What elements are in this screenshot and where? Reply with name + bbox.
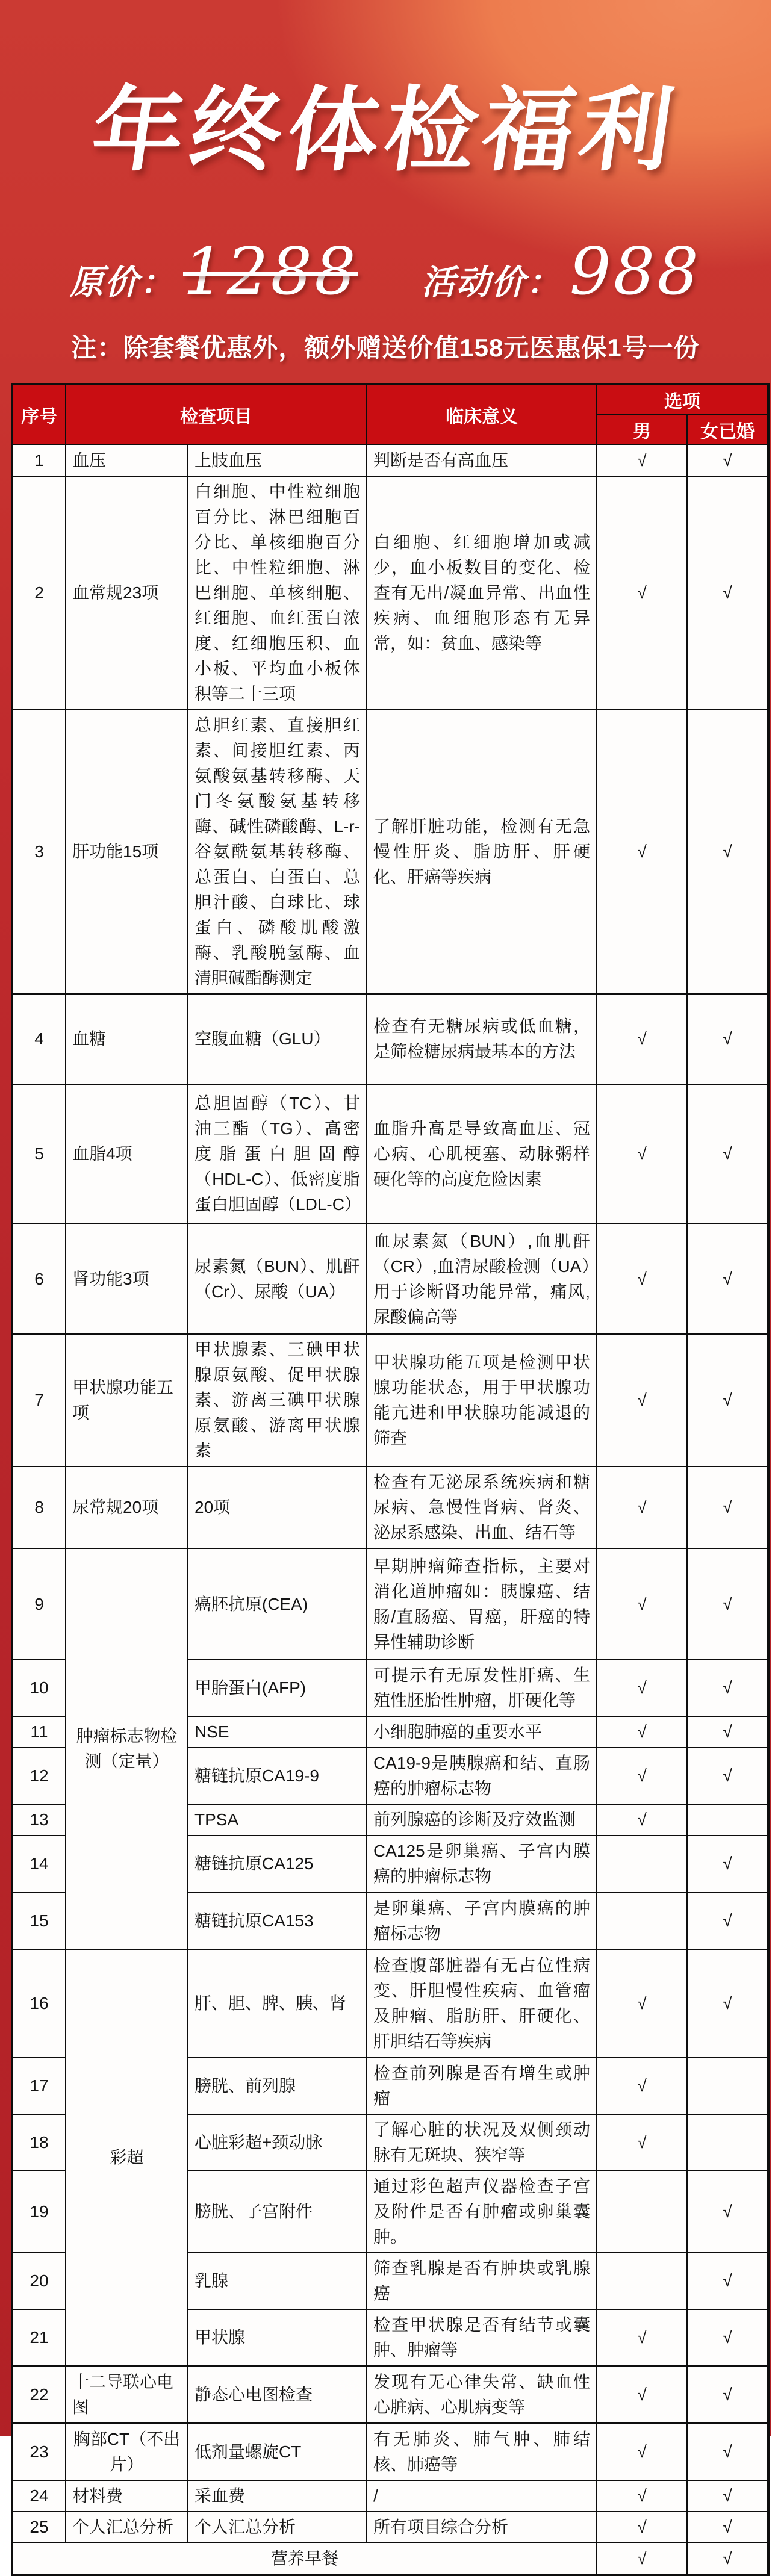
seq-cell: 16 bbox=[12, 1949, 66, 2058]
item-cell: 20项 bbox=[188, 1466, 367, 1548]
male-check-cell: √ bbox=[597, 1334, 687, 1466]
item-cell: 静态心电图检查 bbox=[188, 2366, 367, 2423]
seq-cell: 18 bbox=[12, 2114, 66, 2171]
male-check-cell: √ bbox=[597, 2366, 687, 2423]
item-cell: 癌胚抗原(CEA) bbox=[188, 1548, 367, 1660]
promo-price bbox=[421, 234, 701, 309]
item-cell: TPSA bbox=[188, 1804, 367, 1836]
seq-cell: 19 bbox=[12, 2171, 66, 2253]
female-check-cell: √ bbox=[687, 1716, 768, 1748]
seq-cell: 8 bbox=[12, 1466, 66, 1548]
item-cell: 糖链抗原CA19-9 bbox=[188, 1748, 367, 1804]
male-check-cell bbox=[597, 1836, 687, 1892]
meaning-cell: CA125是卵巢癌、子宫内膜癌的肿瘤标志物 bbox=[367, 1836, 597, 1892]
group-cell: 血糖 bbox=[66, 994, 188, 1084]
female-check-cell: √ bbox=[687, 1466, 768, 1548]
male-check-cell: √ bbox=[597, 2512, 687, 2543]
table-row bbox=[12, 1224, 768, 1334]
seq-cell: 20 bbox=[12, 2253, 66, 2309]
item-cell: 乳腺 bbox=[188, 2253, 367, 2309]
item-cell: NSE bbox=[188, 1716, 367, 1748]
header-meaning: 临床意义 bbox=[367, 384, 597, 445]
seq-cell: 15 bbox=[12, 1892, 66, 1949]
original-price bbox=[70, 234, 358, 309]
table-row bbox=[12, 1949, 768, 2058]
female-check-cell bbox=[687, 2114, 768, 2171]
male-check-cell: √ bbox=[597, 1466, 687, 1548]
male-check-cell: √ bbox=[597, 1949, 687, 2058]
male-check-cell: √ bbox=[597, 2058, 687, 2114]
item-cell: 甲状腺素、三碘甲状腺原氨酸、促甲状腺素、游离三碘甲状腺原氨酸、游离甲状腺素 bbox=[188, 1334, 367, 1466]
seq-cell: 5 bbox=[12, 1084, 66, 1224]
group-cell: 血脂4项 bbox=[66, 1084, 188, 1224]
group-cell: 肾功能3项 bbox=[66, 1224, 188, 1334]
female-check-cell: √ bbox=[687, 2423, 768, 2480]
male-check-cell: √ bbox=[597, 710, 687, 994]
meaning-cell: 所有项目综合分析 bbox=[367, 2512, 597, 2543]
seq-cell: 14 bbox=[12, 1836, 66, 1892]
breakfast-label: 营养早餐 bbox=[12, 2543, 597, 2575]
item-cell: 心脏彩超+颈动脉 bbox=[188, 2114, 367, 2171]
meaning-cell: 检查有无糖尿病或低血糖，是筛检糖尿病最基本的方法 bbox=[367, 994, 597, 1084]
meaning-cell: 白细胞、红细胞增加或减少，血小板数目的变化、检查有无出/凝血异常、出血性疾病、血细胞形态有无异常，如：贫血、感染等 bbox=[367, 476, 597, 710]
item-cell: 总胆固醇（TC）、甘油三酯（TG）、高密度脂蛋白胆固醇（HDL-C）、低密度脂蛋白胆固醇（LDL-C） bbox=[188, 1084, 367, 1224]
header-seq: 序号 bbox=[12, 384, 66, 445]
seq-cell: 6 bbox=[12, 1224, 66, 1334]
item-cell: 上肢血压 bbox=[188, 445, 367, 476]
meaning-cell: 检查前列腺是否有增生或肿瘤 bbox=[367, 2058, 597, 2114]
table-row bbox=[12, 2512, 768, 2543]
female-check-cell: √ bbox=[687, 2309, 768, 2366]
item-cell: 肝、胆、脾、胰、肾 bbox=[188, 1949, 367, 2058]
item-cell: 空腹血糖（GLU） bbox=[188, 994, 367, 1084]
meaning-cell: 了解心脏的状况及双侧颈动脉有无斑块、狭窄等 bbox=[367, 2114, 597, 2171]
group-cell: 血常规23项 bbox=[66, 476, 188, 710]
breakfast-female-check: √ bbox=[687, 2543, 768, 2575]
seq-cell: 11 bbox=[12, 1716, 66, 1748]
female-check-cell: √ bbox=[687, 1660, 768, 1716]
breakfast-male-check: √ bbox=[597, 2543, 687, 2575]
original-price-label: 原价： bbox=[70, 263, 175, 301]
meaning-cell: / bbox=[367, 2480, 597, 2512]
female-check-cell: √ bbox=[687, 2480, 768, 2512]
seq-cell: 12 bbox=[12, 1748, 66, 1804]
male-check-cell: √ bbox=[597, 1224, 687, 1334]
table-row bbox=[12, 2366, 768, 2423]
header-male: 男 bbox=[597, 415, 687, 445]
item-cell: 甲状腺 bbox=[188, 2309, 367, 2366]
gift-note: 注：除套餐优惠外，额外赠送价值158元医惠保1号一份 bbox=[71, 334, 700, 362]
item-cell: 尿素氮（BUN）、肌酐（Cr）、尿酸（UA） bbox=[188, 1224, 367, 1334]
group-cell: 肿瘤标志物检测（定量） bbox=[66, 1548, 188, 1949]
male-check-cell: √ bbox=[597, 2114, 687, 2171]
item-cell: 甲胎蛋白(AFP) bbox=[188, 1660, 367, 1716]
meaning-cell: 小细胞肺癌的重要水平 bbox=[367, 1716, 597, 1748]
header-row-1 bbox=[12, 384, 768, 415]
table-row bbox=[12, 445, 768, 476]
group-cell: 个人汇总分析 bbox=[66, 2512, 188, 2543]
seq-cell: 9 bbox=[12, 1548, 66, 1660]
male-check-cell bbox=[597, 2171, 687, 2253]
seq-cell: 7 bbox=[12, 1334, 66, 1466]
promo-price-label: 活动价： bbox=[421, 263, 561, 301]
item-cell: 个人汇总分析 bbox=[188, 2512, 367, 2543]
male-check-cell: √ bbox=[597, 1804, 687, 1836]
meaning-cell: CA19-9是胰腺癌和结、直肠癌的肿瘤标志物 bbox=[367, 1748, 597, 1804]
seq-cell: 4 bbox=[12, 994, 66, 1084]
header-options: 选项 bbox=[597, 384, 768, 415]
seq-cell: 10 bbox=[12, 1660, 66, 1716]
promo-price-value: 988 bbox=[569, 234, 701, 309]
breakfast-row bbox=[12, 2543, 768, 2575]
meaning-cell: 发现有无心律失常、缺血性心脏病、心肌病变等 bbox=[367, 2366, 597, 2423]
seq-cell: 25 bbox=[12, 2512, 66, 2543]
male-check-cell: √ bbox=[597, 994, 687, 1084]
female-check-cell: √ bbox=[687, 994, 768, 1084]
item-cell: 总胆红素、直接胆红素、间接胆红素、丙氨酸氨基转移酶、天门冬氨酸氨基转移酶、碱性磷酸酶、L-r-谷氨酰氨基转移酶、总蛋白、白蛋白、总胆汁酸、白球比、球蛋白、磷酸肌酸激酶、乳酸脱氢酶、血清胆碱酯酶测定 bbox=[188, 710, 367, 994]
item-cell: 白细胞、中性粒细胞百分比、淋巴细胞百分比、单核细胞百分比、中性粒细胞、淋巴细胞、单核细胞、红细胞、血红蛋白浓度、红细胞压积、血小板、平均血小板体积等二十三项 bbox=[188, 476, 367, 710]
female-check-cell bbox=[687, 2058, 768, 2114]
female-check-cell bbox=[687, 1804, 768, 1836]
item-cell: 膀胱、子宫附件 bbox=[188, 2171, 367, 2253]
meaning-cell: 检查甲状腺是否有结节或囊肿、肿瘤等 bbox=[367, 2309, 597, 2366]
female-check-cell: √ bbox=[687, 1836, 768, 1892]
male-check-cell: √ bbox=[597, 1084, 687, 1224]
female-check-cell: √ bbox=[687, 1224, 768, 1334]
male-check-cell: √ bbox=[597, 2423, 687, 2480]
female-check-cell: √ bbox=[687, 1892, 768, 1949]
item-cell: 糖链抗原CA125 bbox=[188, 1836, 367, 1892]
header-item: 检查项目 bbox=[66, 384, 367, 445]
meaning-cell: 血脂升高是导致高血压、冠心病、心肌梗塞、动脉粥样硬化等的高度危险因素 bbox=[367, 1084, 597, 1224]
checkup-table bbox=[11, 383, 770, 2576]
page-title: 年终体检福利 bbox=[86, 79, 686, 182]
female-check-cell: √ bbox=[687, 2366, 768, 2423]
meaning-cell: 判断是否有高血压 bbox=[367, 445, 597, 476]
meaning-cell: 血尿素氮（BUN）,血肌酐（CR）,血清尿酸检测（UA）用于诊断肾功能异常，痛风,尿酸偏高等 bbox=[367, 1224, 597, 1334]
seq-cell: 1 bbox=[12, 445, 66, 476]
table-row bbox=[12, 710, 768, 994]
male-check-cell: √ bbox=[597, 2309, 687, 2366]
meaning-cell: 前列腺癌的诊断及疗效监测 bbox=[367, 1804, 597, 1836]
seq-cell: 24 bbox=[12, 2480, 66, 2512]
male-check-cell: √ bbox=[597, 1716, 687, 1748]
table-row bbox=[12, 1466, 768, 1548]
male-check-cell: √ bbox=[597, 445, 687, 476]
seq-cell: 2 bbox=[12, 476, 66, 710]
meaning-cell: 通过彩色超声仪器检查子宫及附件是否有肿瘤或卵巢囊肿。 bbox=[367, 2171, 597, 2253]
table-header bbox=[12, 384, 768, 445]
group-cell: 十二导联心电图 bbox=[66, 2366, 188, 2423]
group-cell: 尿常规20项 bbox=[66, 1466, 188, 1548]
table-body bbox=[12, 445, 768, 2543]
table-row bbox=[12, 994, 768, 1084]
table-row bbox=[12, 2423, 768, 2480]
meaning-cell: 检查腹部脏器有无占位性病变、肝胆慢性疾病、血管瘤及肿瘤、脂肪肝、肝硬化、肝胆结石等疾病 bbox=[367, 1949, 597, 2058]
female-check-cell: √ bbox=[687, 2171, 768, 2253]
female-check-cell: √ bbox=[687, 710, 768, 994]
original-price-value: 1288 bbox=[183, 234, 358, 309]
female-check-cell: √ bbox=[687, 1084, 768, 1224]
table-row bbox=[12, 1548, 768, 1660]
male-check-cell: √ bbox=[597, 2480, 687, 2512]
male-check-cell: √ bbox=[597, 1660, 687, 1716]
female-check-cell: √ bbox=[687, 1949, 768, 2058]
group-cell: 甲状腺功能五项 bbox=[66, 1334, 188, 1466]
female-check-cell: √ bbox=[687, 1334, 768, 1466]
table-footer bbox=[12, 2543, 768, 2575]
male-check-cell bbox=[597, 1892, 687, 1949]
seq-cell: 22 bbox=[12, 2366, 66, 2423]
meaning-cell: 检查有无泌尿系统疾病和糖尿病、急慢性肾病、肾炎、泌尿系感染、出血、结石等 bbox=[367, 1466, 597, 1548]
item-cell: 低剂量螺旋CT bbox=[188, 2423, 367, 2480]
seq-cell: 13 bbox=[12, 1804, 66, 1836]
group-cell: 彩超 bbox=[66, 1949, 188, 2366]
meaning-cell: 筛查乳腺是否有肿块或乳腺癌 bbox=[367, 2253, 597, 2309]
female-check-cell: √ bbox=[687, 476, 768, 710]
meaning-cell: 甲状腺功能五项是检测甲状腺功能状态，用于甲状腺功能亢进和甲状腺功能减退的筛查 bbox=[367, 1334, 597, 1466]
table-row bbox=[12, 1084, 768, 1224]
item-cell: 采血费 bbox=[188, 2480, 367, 2512]
seq-cell: 3 bbox=[12, 710, 66, 994]
table-row bbox=[12, 476, 768, 710]
female-check-cell: √ bbox=[687, 1748, 768, 1804]
seq-cell: 21 bbox=[12, 2309, 66, 2366]
group-cell: 胸部CT（不出片） bbox=[66, 2423, 188, 2480]
female-check-cell: √ bbox=[687, 2512, 768, 2543]
male-check-cell bbox=[597, 2253, 687, 2309]
group-cell: 材料费 bbox=[66, 2480, 188, 2512]
female-check-cell: √ bbox=[687, 445, 768, 476]
male-check-cell: √ bbox=[597, 1548, 687, 1660]
table-row bbox=[12, 1334, 768, 1466]
seq-cell: 17 bbox=[12, 2058, 66, 2114]
group-cell: 血压 bbox=[66, 445, 188, 476]
meaning-cell: 了解肝脏功能，检测有无急慢性肝炎、脂肪肝、肝硬化、肝癌等疾病 bbox=[367, 710, 597, 994]
male-check-cell: √ bbox=[597, 476, 687, 710]
female-check-cell: √ bbox=[687, 2253, 768, 2309]
meaning-cell: 早期肿瘤筛查指标，主要对消化道肿瘤如：胰腺癌、结肠/直肠癌、胃癌，肝癌的特异性辅助诊断 bbox=[367, 1548, 597, 1660]
group-cell: 肝功能15项 bbox=[66, 710, 188, 994]
table-row bbox=[12, 2480, 768, 2512]
seq-cell: 23 bbox=[12, 2423, 66, 2480]
item-cell: 膀胱、前列腺 bbox=[188, 2058, 367, 2114]
meaning-cell: 可提示有无原发性肝癌、生殖性胚胎性肿瘤，肝硬化等 bbox=[367, 1660, 597, 1716]
item-cell: 糖链抗原CA153 bbox=[188, 1892, 367, 1949]
price-row bbox=[0, 234, 771, 309]
female-check-cell: √ bbox=[687, 1548, 768, 1660]
header-female: 女已婚 bbox=[687, 415, 768, 445]
male-check-cell: √ bbox=[597, 1748, 687, 1804]
meaning-cell: 有无肺炎、肺气肿、肺结核、肺癌等 bbox=[367, 2423, 597, 2480]
meaning-cell: 是卵巢癌、子宫内膜癌的肿瘤标志物 bbox=[367, 1892, 597, 1949]
